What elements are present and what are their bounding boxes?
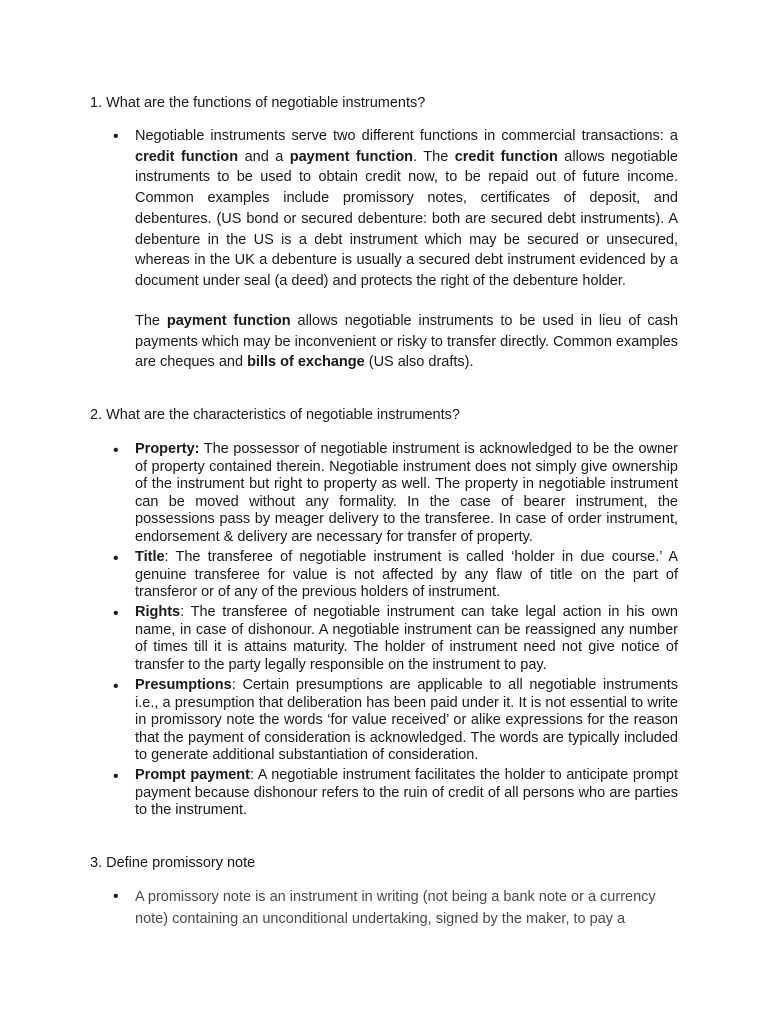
bullet: • — [113, 888, 119, 905]
characteristic-prompt-payment — [135, 767, 678, 820]
bullet: • — [113, 550, 119, 567]
text-run: (US also drafts). — [364, 354, 474, 371]
bullet: • — [113, 128, 119, 145]
bullet: • — [113, 442, 119, 459]
item-label: Rights — [135, 604, 181, 620]
bullet: • — [113, 605, 119, 622]
item-text: The possessor of negotiable instrument is acknowledged to be the owner of property contained therein. Negotiable instrument does not simply give ownership of the instrument but right to property as well. The property in negotiable instrument can be moved without any formality. In the case of bearer instrument, the possessions pass by meager delivery to the transferee. In case of order instrument, endorsement & delivery are necessary for transfer of property. — [135, 441, 678, 545]
item-text: : The transferee of negotiable instrument can take legal action in his own name, in case of dishonour. A negotiable instrument can be reassigned any number of times till it is attains maturity. The holder of instrument need not give notice of transfer to the party legally responsible on the instrument to pay. — [135, 604, 678, 673]
question-2-heading: 2. What are the characteristics of negotiable instruments? — [90, 407, 460, 423]
text-run: and a — [238, 148, 290, 165]
item-text: : Certain presumptions are applicable to all negotiable instruments i.e., a presumption that deliberation has been paid under it. It is not essential to write in promissory note the words ‘for value received’ or alike expressions for the reason that the payment of consideration is acknowledged. The words are typically included to generate additional substantiation of consideration. — [135, 677, 678, 763]
text-run: allows negotiable instruments to be used to obtain credit now, to be repaid out of future income. Common examples include promissory notes, certificates of deposit, and debentures. (US bond or secured debenture: both are secured debt instruments). A debenture in the US is a debt instrument which may be secured or unsecured, whereas in the UK a debenture is usually a secured debt instrument evidenced by a document under seal (a deed) and protects the right of the debenture holder. — [135, 148, 678, 289]
item-label: Title — [135, 549, 165, 565]
question-1-heading: 1. What are the functions of negotiable instruments? — [90, 95, 426, 111]
characteristic-property — [135, 441, 678, 546]
characteristic-title — [135, 549, 678, 602]
promissory-note-definition: A promissory note is an instrument in writing (not being a bank note or a currency note) containing an unconditional undertaking, signed by the maker, to pay a — [135, 889, 656, 927]
item-text: : The transferee of negotiable instrument is called ‘holder in due course.’ A genuine transferee for value is not affected by any flaw of title on the part of transferor or of any of the previous holders of instrument. — [135, 549, 678, 600]
text-run: allows negotiable instruments to be used in lieu of cash payments which may be inconvenient or risky to transfer directly. Common examples are cheques and — [135, 313, 679, 371]
q1-credit-paragraph — [135, 126, 678, 292]
characteristic-rights — [135, 604, 678, 674]
bold-term: credit function — [454, 148, 558, 165]
bold-term: payment function — [289, 148, 414, 165]
question-3-heading: 3. Define promissory note — [90, 855, 256, 871]
item-text: : A negotiable instrument facilitates the holder to anticipate prompt payment because dishonour refers to the ruin of credit of all persons who are parties to the instrument. — [135, 767, 678, 818]
text-run: . The — [413, 148, 455, 165]
bullet: • — [113, 768, 119, 785]
q1-payment-paragraph — [135, 311, 678, 373]
characteristic-presumptions — [135, 677, 678, 765]
bold-term: credit function — [135, 148, 239, 165]
bold-term: bills of exchange — [247, 354, 365, 371]
item-label: Property: — [135, 441, 200, 457]
item-label: Presumptions — [135, 677, 232, 693]
text-run: The — [135, 313, 167, 329]
bullet: • — [113, 678, 119, 695]
bold-term: payment function — [166, 313, 291, 329]
text-run: Negotiable instruments serve two different functions in commercial transactions: a — [135, 128, 678, 144]
item-label: Prompt payment — [135, 767, 250, 783]
